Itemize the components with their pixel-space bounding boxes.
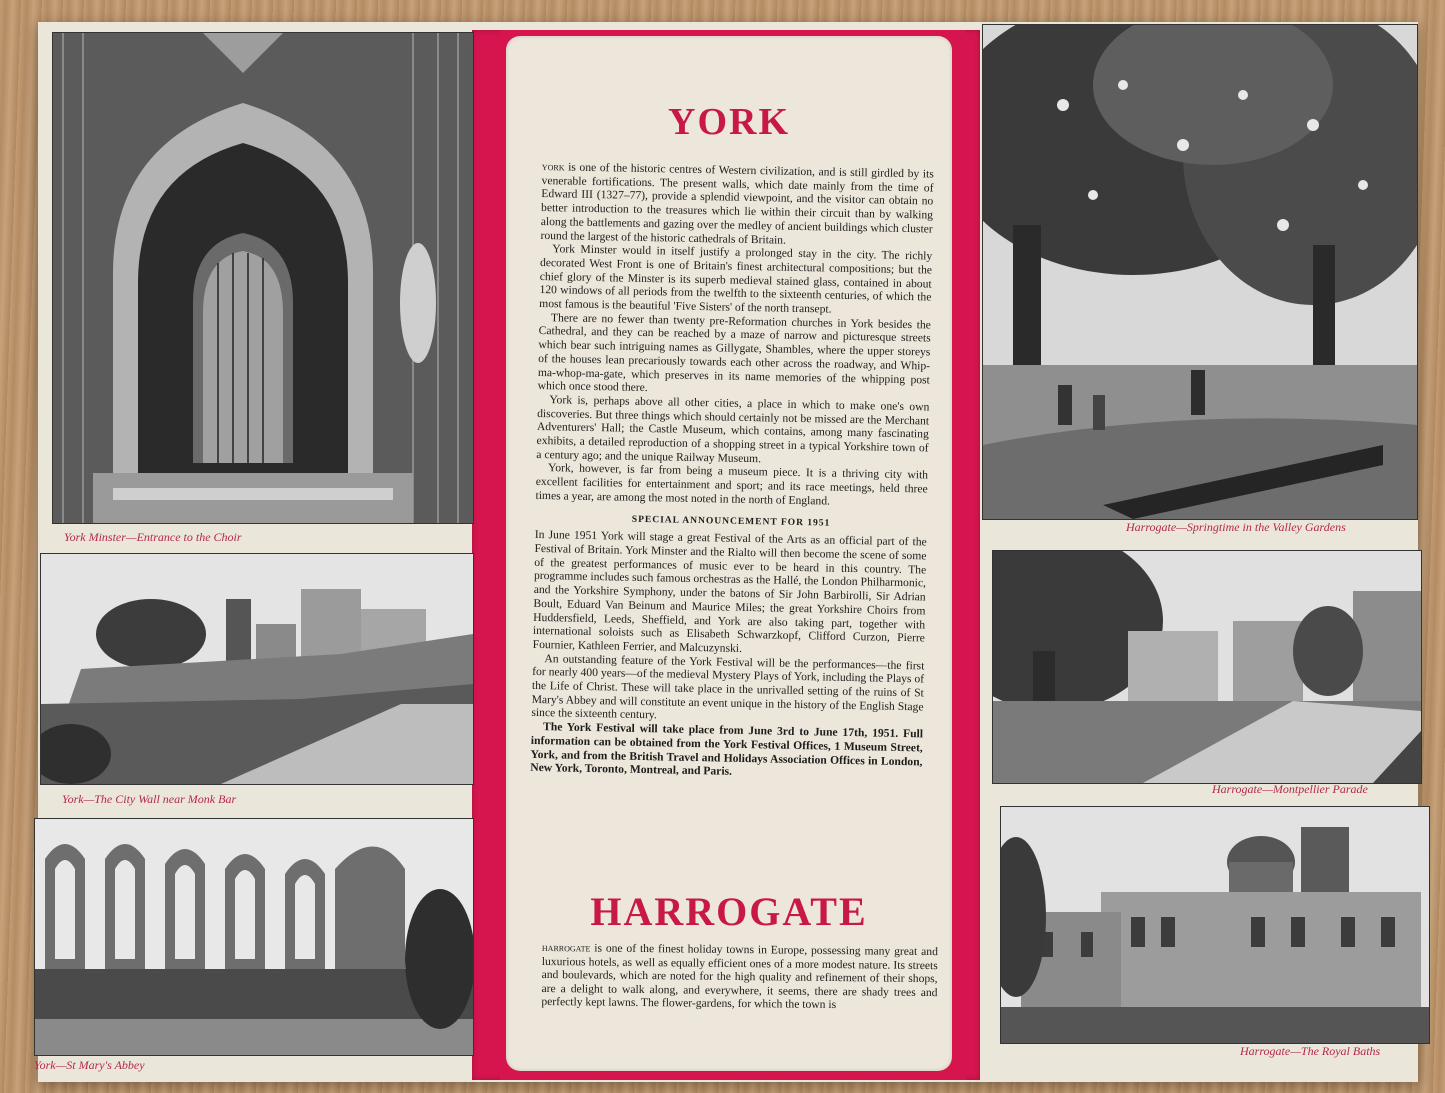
- harrogate-article: [541, 941, 938, 1013]
- special-announcement-title: SPECIAL ANNOUNCEMENT FOR 1951: [631, 514, 831, 529]
- harrogate-lead-word: harrogate: [541, 941, 591, 955]
- caption-york-city-wall: York—The City Wall near Monk Bar: [62, 792, 237, 806]
- caption-montpellier-parade: Harrogate—Montpellier Parade: [1212, 782, 1368, 796]
- york-lead-word: york: [541, 160, 565, 174]
- announcement-paragraph: An outstanding feature of the York Festival will be the performances—the first for nearly 400 years—of the medieval Mystery Plays of York, including the Plays of the Life of Christ. These will take place in the unrivalled setting of the ruins of St Mary's Abbey and will constitute an event unique in the history of the English Stage since the sixteenth century.: [531, 651, 925, 722]
- photo-york-minster-choir-entrance: [52, 32, 474, 524]
- center-text-page: [506, 36, 952, 1071]
- announcement-paragraph: In June 1951 York will stage a great Festival of the Arts as an official part of the Festival of Britain. York Minster and the Rialto will then become the scene of some of the greatest performances of music ever to be heard in this country. The programme includes such famous orchestras as the Hallé, the London Philharmonic, and the Yorkshire Symphony, under the batons of Sir John Barbirolli, Sir Adrian Boult, Eduard Van Beinum and Maurice Miles; the great Yorkshire Choirs from Huddersfield, Leeds, Sheffield, and York are also taking part, together with international soloists such as Elisabeth Schwarzkopf, Clifford Curzon, Pierre Fournier, Kathleen Ferrier, and Malcuzynski.: [532, 528, 927, 655]
- york-article: [530, 160, 934, 782]
- photo-st-marys-abbey: [34, 818, 474, 1056]
- caption-valley-gardens: Harrogate—Springtime in the Valley Gardens: [1126, 520, 1346, 534]
- photo-montpellier-parade: [992, 550, 1422, 784]
- caption-st-marys-abbey: York—St Mary's Abbey: [34, 1058, 145, 1072]
- york-paragraph-text: is one of the historic centres of Western civilization, and is still girdled by its venerable fortifications. The present walls, which date mainly from the time of Edward III (1327–77), provide a splendid viewpoint, and the visitor can obtain no better introduction to the treasures which lie within their circuit than by walking along the battlements and gazing over the medley of ancient buildings which cluster round the largest of the historic cathedrals of Britain.: [540, 160, 934, 247]
- york-heading: YORK: [668, 101, 790, 143]
- york-paragraph: There are no fewer than twenty pre-Reformation churches in York besides the Cathedral, and they can be reached by a maze of narrow and picturesque streets which bear such intriguing names as Gillygate, Shambles, where the upper storeys of the houses lean precariously towards each other across the roadway, and Whip-ma-whop-ma-gate, which preserves in its name memories of the whipping post which once stood there.: [537, 310, 932, 395]
- photo-york-city-wall: [40, 553, 474, 785]
- festival-dates-note: The York Festival will take place from June 3rd to June 17th, 1951. Full information can be obtained from the York Festival Offices, 1 Museum Street, York, and from the British Travel and Holidays Association Offices in London, New York, Toronto, Montreal, and Paris.: [530, 720, 924, 778]
- center-text-panel: [500, 30, 966, 1080]
- photo-royal-baths: [1000, 806, 1430, 1044]
- photo-valley-gardens: [982, 24, 1418, 520]
- harrogate-heading: HARROGATE: [590, 889, 868, 934]
- york-paragraph: York is, perhaps above all other cities, a place in which to make one's own discoveries. But three things which should certainly not be missed are the Merchant Adventurers' Hall; the Castle Museum, which contains, among many fascinating exhibits, a detailed reproduction of a shopping street in a typical Yorkshire town of a century ago; and the unique Railway Museum.: [536, 393, 930, 466]
- york-paragraph: York Minster would in itself justify a prolonged stay in the city. The richly decorated West Front is one of Britain's finest architectural compositions; but the chief glory of the Minster is its superb medieval stained glass, contained in about 120 windows of all periods from the twelfth to the sixteenth centuries, of which the most famous is the beautiful 'Five Sisters' of the north transept.: [539, 242, 933, 316]
- caption-york-minster: York Minster—Entrance to the Choir: [64, 530, 242, 544]
- york-paragraph: York, however, is far from being a museum piece. It is a thriving city with excellent facilities for entertainment and sport; and its race meetings, held three times a year, are among the most noted in the north of England.: [535, 461, 929, 508]
- york-paragraph: [540, 160, 934, 250]
- harrogate-paragraph-text: is one of the finest holiday towns in Europe, possessing many great and luxurious hotels, as well as equally efficient ones of a more modest nature. Its streets and boulevards, which are noted for the high quality and refinement of their shops, are a delight to walk along, and everywhere, it seems, there are shady trees and perfectly kept lawns. The flower-gardens, for which the town is: [541, 941, 938, 1012]
- caption-royal-baths: Harrogate—The Royal Baths: [1240, 1044, 1381, 1058]
